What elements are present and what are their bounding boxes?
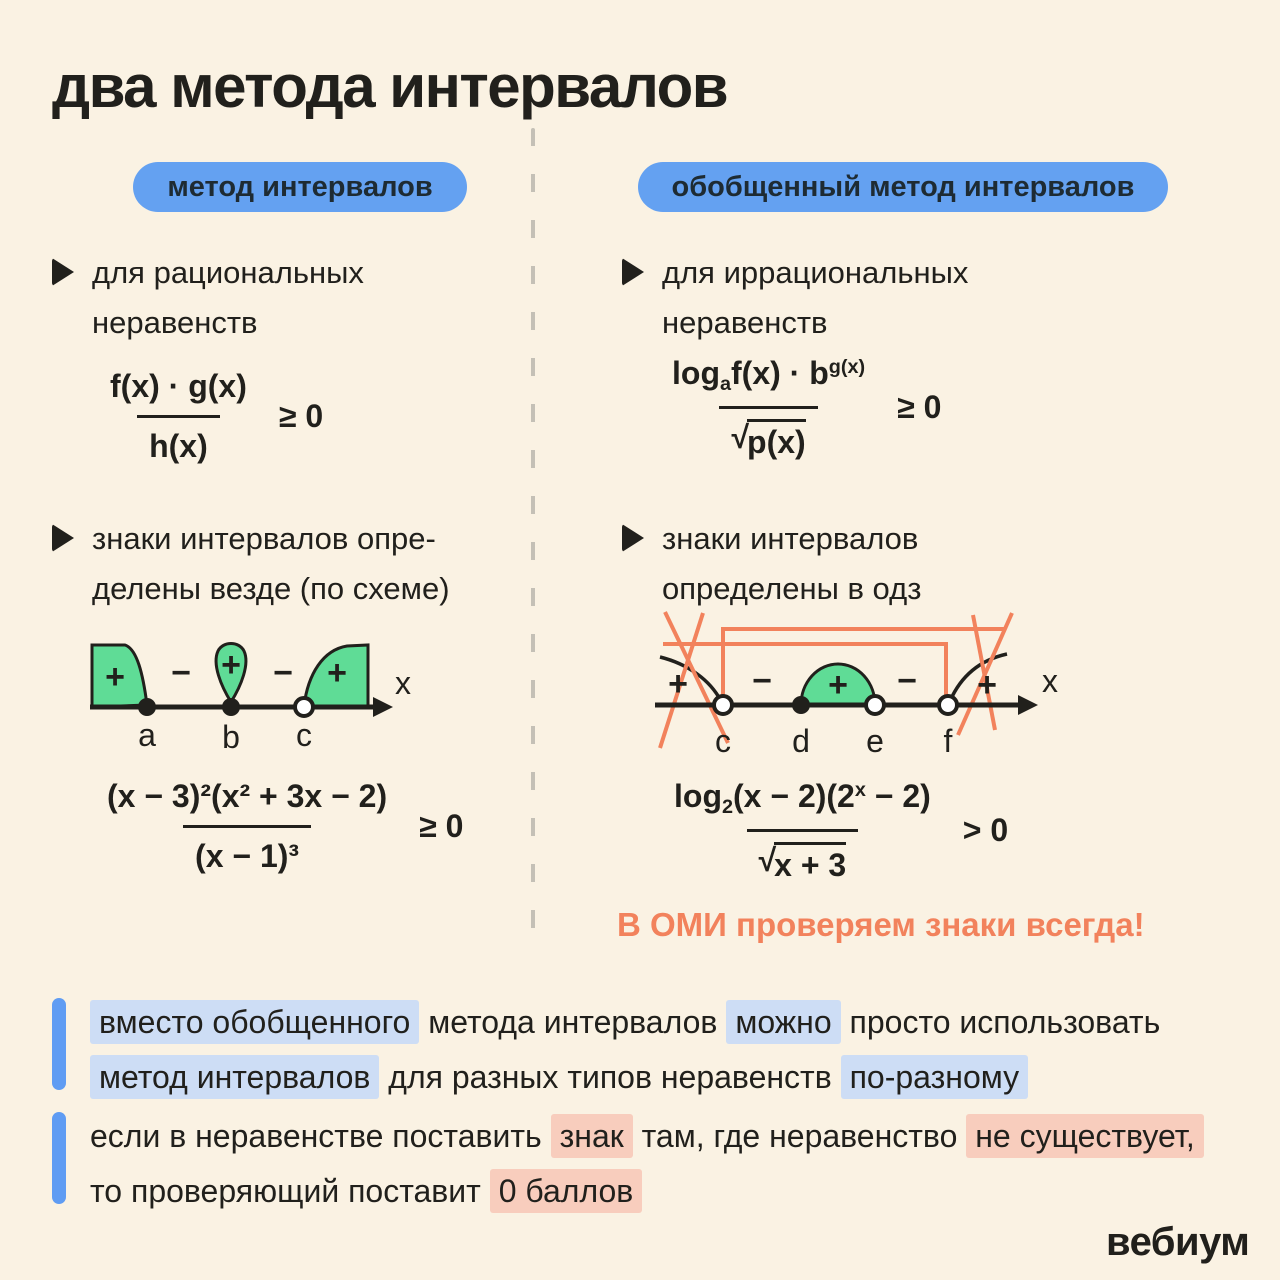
radicand: p(x) xyxy=(747,419,806,461)
pill-interval-method: метод интервалов xyxy=(133,162,467,212)
left-bullet2-line2: делены везде (по схеме) xyxy=(92,571,450,606)
label-e: e xyxy=(866,723,884,759)
left-formula-example xyxy=(95,778,463,875)
page-title: два метода интервалов xyxy=(52,53,728,120)
point-d-filled xyxy=(792,696,810,714)
right-formula-example xyxy=(662,778,1008,884)
label-a: a xyxy=(138,717,156,752)
sign-plus: + xyxy=(668,665,688,703)
exponent: x xyxy=(854,779,866,802)
note-text-segment: там, где неравенство xyxy=(632,1118,967,1154)
sign-plus: + xyxy=(327,654,347,692)
pill-generalized-interval-method: обобщенный метод интервалов xyxy=(638,162,1168,212)
omi-warning-caption: В ОМИ проверяем знаки всегда! xyxy=(617,906,1145,943)
formula-relation: ≥ 0 xyxy=(419,808,464,844)
highlighted-phrase: вместо обобщенного xyxy=(90,1000,419,1044)
note2-accent-bar xyxy=(52,1112,66,1204)
formula-denominator xyxy=(719,406,817,461)
formula-relation: > 0 xyxy=(962,812,1009,849)
point-e-open xyxy=(866,696,884,714)
left-number-line-diagram xyxy=(85,612,425,752)
note-text-segment: то проверяющий поставит xyxy=(90,1173,490,1209)
note1-text xyxy=(90,995,1250,1105)
right-formula-irrational xyxy=(660,355,941,461)
left-bullet1-line1: для рациональных xyxy=(92,255,364,290)
left-bullet-2 xyxy=(52,514,450,614)
formula-relation: ≥ 0 xyxy=(897,389,942,426)
formula-denominator: h(x) xyxy=(137,415,220,465)
right-bullet2-line2: определены в одз xyxy=(662,571,922,606)
right-bullet-1 xyxy=(622,248,968,348)
vebium-logo: вебиум xyxy=(1106,1220,1250,1264)
label-b: b xyxy=(222,719,240,752)
sign-plus: + xyxy=(828,666,848,704)
log-base: a xyxy=(719,372,732,395)
note-text-segment: метода интервалов xyxy=(419,1004,727,1040)
formula-numerator: (x − 3)²(x² + 3x − 2) xyxy=(107,778,388,814)
label-d: d xyxy=(792,723,810,759)
point-c-open xyxy=(714,696,732,714)
sign-minus: − xyxy=(897,662,917,700)
sign-plus: + xyxy=(105,658,125,696)
axis-arrowhead-icon xyxy=(1018,695,1038,715)
formula-denominator: (x − 1)³ xyxy=(183,825,311,875)
sign-plus: + xyxy=(977,666,997,704)
highlighted-phrase: 0 баллов xyxy=(490,1169,643,1213)
point-c-open xyxy=(295,698,313,716)
formula-mid: (x − 2)(2 xyxy=(733,778,855,814)
log-text: log xyxy=(672,355,720,391)
left-bullet2-line1: знаки интервалов опре- xyxy=(92,521,436,556)
formula-numerator xyxy=(662,778,943,829)
highlighted-phrase: знак xyxy=(551,1114,633,1158)
highlighted-phrase: не существует, xyxy=(966,1114,1203,1158)
highlighted-phrase: можно xyxy=(726,1000,840,1044)
right-number-line-diagram xyxy=(650,600,1130,770)
triangle-bullet-icon xyxy=(622,524,644,552)
left-bullet1-line2: неравенств xyxy=(92,305,258,340)
sign-minus: − xyxy=(171,654,191,692)
formula-denominator xyxy=(747,829,859,884)
triangle-bullet-icon xyxy=(52,258,74,286)
left-bullet-1 xyxy=(52,248,364,348)
axis-arrowhead-icon xyxy=(373,697,393,717)
left-formula-rational xyxy=(98,368,323,465)
point-b-filled xyxy=(222,698,240,716)
triangle-bullet-icon xyxy=(52,524,74,552)
label-c: c xyxy=(296,717,312,752)
highlighted-phrase: метод интервалов xyxy=(90,1055,379,1099)
right-bullet1-line1: для иррациональных xyxy=(662,255,969,290)
formula-numerator xyxy=(660,355,877,406)
log-text: log xyxy=(674,778,722,814)
sign-minus: − xyxy=(752,662,772,700)
axis-label-x: x xyxy=(395,665,411,701)
exponent: g(x) xyxy=(828,356,866,379)
right-bullet-2 xyxy=(622,514,921,614)
note2-text xyxy=(90,1109,1250,1219)
right-bullet2-line1: знаки интервалов xyxy=(662,521,919,556)
highlighted-phrase: по-разному xyxy=(841,1055,1029,1099)
note-text-segment: если в неравенстве поставить xyxy=(90,1118,551,1154)
note1-accent-bar xyxy=(52,998,66,1090)
right-bullet1-line2: неравенств xyxy=(662,305,828,340)
log-base: 2 xyxy=(721,795,734,818)
formula-mid: f(x) · b xyxy=(731,355,829,391)
sign-minus: − xyxy=(273,654,293,692)
formula-mid: − 2) xyxy=(865,778,931,814)
label-c: c xyxy=(715,723,731,759)
formula-relation: ≥ 0 xyxy=(278,398,324,434)
note-text-segment: просто использовать xyxy=(840,1004,1161,1040)
radicand: x + 3 xyxy=(774,842,846,884)
sign-plus: + xyxy=(221,646,241,684)
note-text-segment: для разных типов неравенств xyxy=(379,1059,841,1095)
radical-icon: √ xyxy=(758,841,777,878)
label-f: f xyxy=(943,723,953,759)
radical-icon: √ xyxy=(731,418,750,455)
triangle-bullet-icon xyxy=(622,258,644,286)
formula-numerator: f(x) · g(x) xyxy=(110,368,247,404)
axis-label-x: x xyxy=(1042,663,1058,699)
point-a-filled xyxy=(138,698,156,716)
point-f-open xyxy=(939,696,957,714)
column-divider xyxy=(531,128,535,956)
